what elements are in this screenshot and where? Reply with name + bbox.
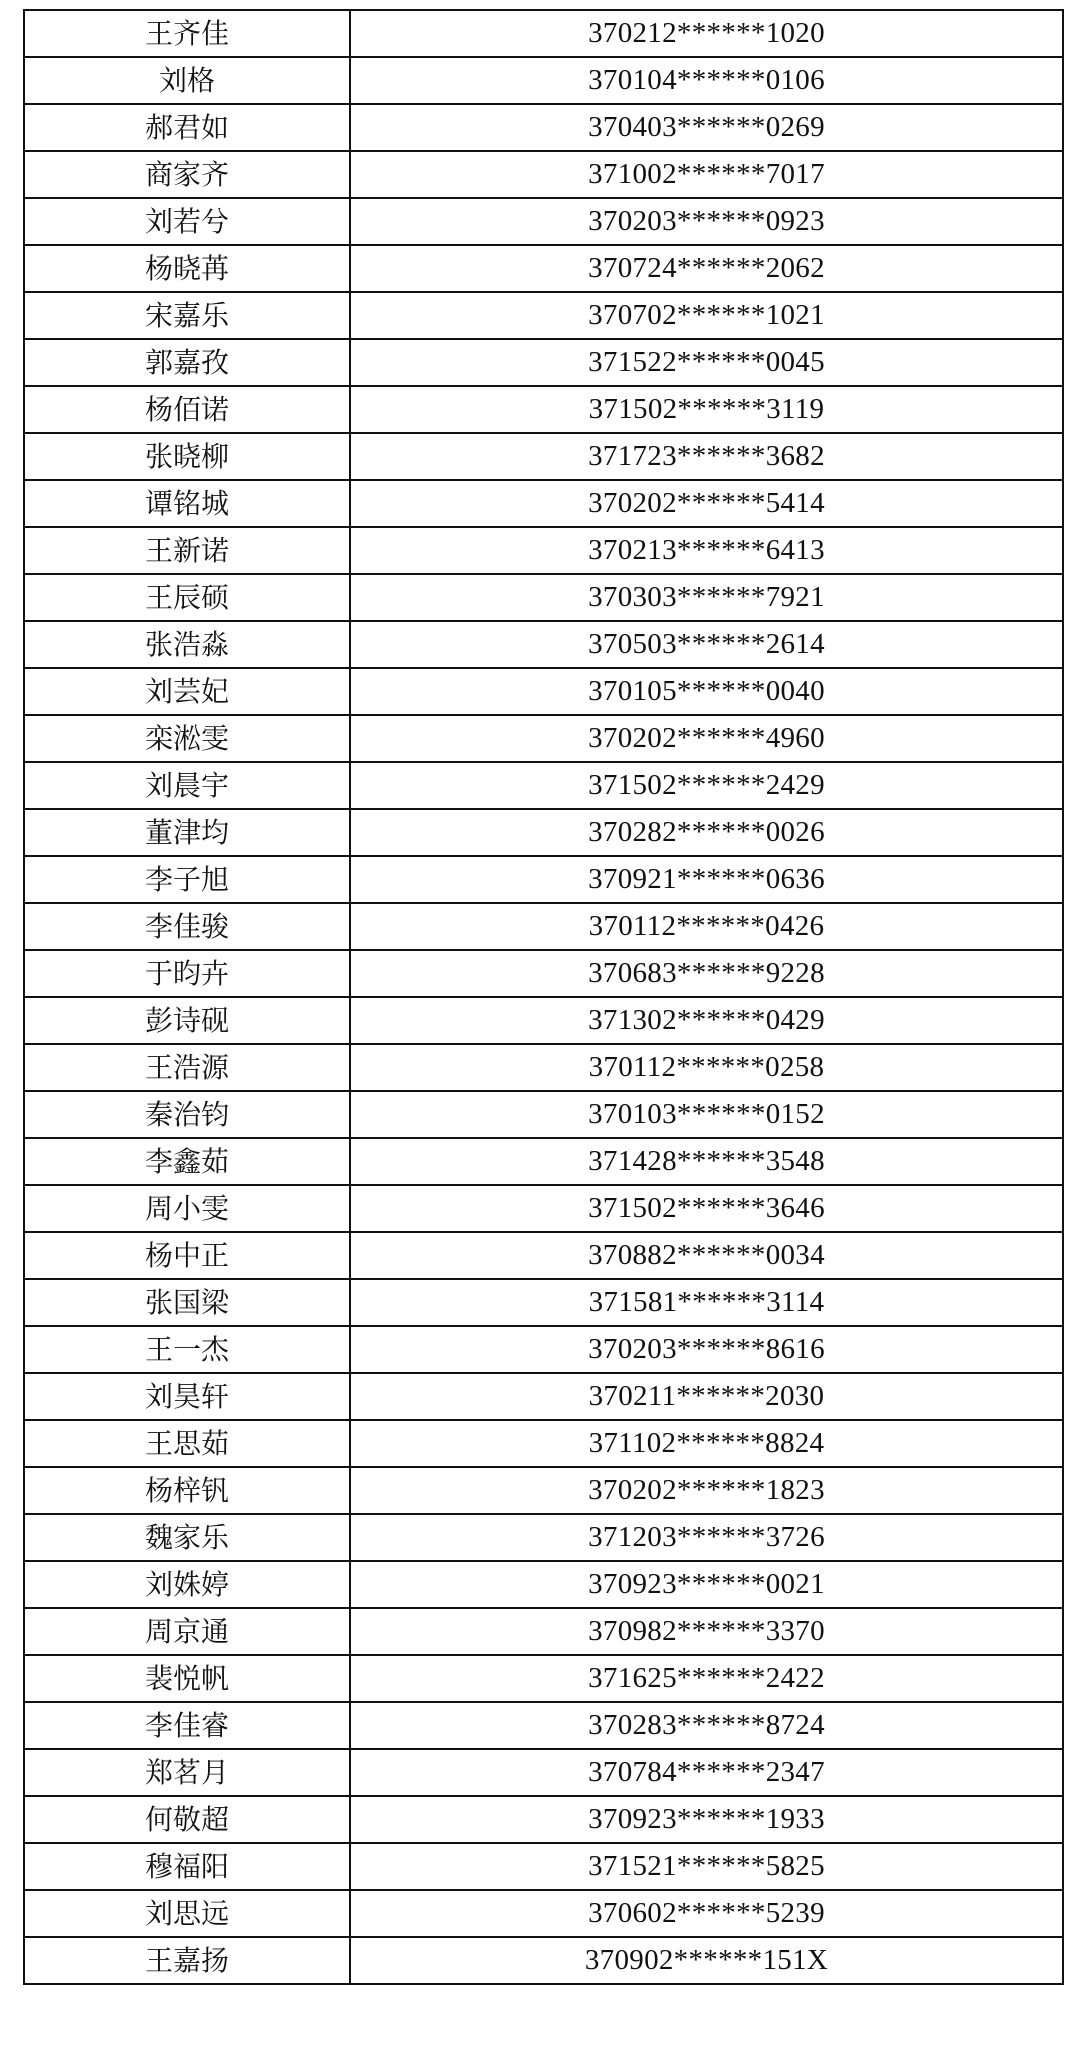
table-row	[24, 715, 1063, 762]
id-number-cell: 370923******1933	[350, 1796, 1063, 1843]
table-row	[24, 1937, 1063, 1984]
table-row	[24, 1561, 1063, 1608]
id-number-cell: 370303******7921	[350, 574, 1063, 621]
table-row	[24, 386, 1063, 433]
student-name-cell: 王思茹	[24, 1420, 350, 1467]
student-name-cell: 王新诺	[24, 527, 350, 574]
table-row	[24, 1044, 1063, 1091]
table-row	[24, 903, 1063, 950]
table-row	[24, 809, 1063, 856]
student-name-cell: 杨晓苒	[24, 245, 350, 292]
table-row	[24, 621, 1063, 668]
table-row	[24, 1655, 1063, 1702]
table-row	[24, 1890, 1063, 1937]
table-row	[24, 1514, 1063, 1561]
table-row	[24, 1326, 1063, 1373]
student-name-cell: 宋嘉乐	[24, 292, 350, 339]
id-number-cell: 370203******0923	[350, 198, 1063, 245]
student-name-cell: 李佳骏	[24, 903, 350, 950]
id-number-cell: 370202******4960	[350, 715, 1063, 762]
student-name-cell: 刘若兮	[24, 198, 350, 245]
id-number-cell: 371581******3114	[350, 1279, 1063, 1326]
table-row	[24, 997, 1063, 1044]
student-name-cell: 李子旭	[24, 856, 350, 903]
table-row	[24, 198, 1063, 245]
student-name-cell: 栾淞雯	[24, 715, 350, 762]
table-row	[24, 480, 1063, 527]
id-number-cell: 370283******8724	[350, 1702, 1063, 1749]
id-number-cell: 370724******2062	[350, 245, 1063, 292]
table-row	[24, 1796, 1063, 1843]
table-row	[24, 151, 1063, 198]
student-name-cell: 刘姝婷	[24, 1561, 350, 1608]
id-number-cell: 370683******9228	[350, 950, 1063, 997]
table-row	[24, 104, 1063, 151]
id-number-cell: 371428******3548	[350, 1138, 1063, 1185]
student-name-cell: 张晓柳	[24, 433, 350, 480]
student-name-cell: 商家齐	[24, 151, 350, 198]
id-number-cell: 370202******5414	[350, 480, 1063, 527]
id-number-cell: 370784******2347	[350, 1749, 1063, 1796]
table-row	[24, 1749, 1063, 1796]
student-name-cell: 杨佰诺	[24, 386, 350, 433]
id-number-cell: 370104******0106	[350, 57, 1063, 104]
table-row	[24, 1091, 1063, 1138]
id-number-cell: 371203******3726	[350, 1514, 1063, 1561]
id-number-cell: 371522******0045	[350, 339, 1063, 386]
student-name-cell: 张国梁	[24, 1279, 350, 1326]
id-number-cell: 370282******0026	[350, 809, 1063, 856]
id-number-cell: 370203******8616	[350, 1326, 1063, 1373]
student-name-cell: 董津均	[24, 809, 350, 856]
table-row	[24, 856, 1063, 903]
id-number-cell: 370882******0034	[350, 1232, 1063, 1279]
student-name-cell: 魏家乐	[24, 1514, 350, 1561]
id-number-cell: 370105******0040	[350, 668, 1063, 715]
table-row	[24, 1185, 1063, 1232]
student-name-cell: 秦治钧	[24, 1091, 350, 1138]
table-row	[24, 10, 1063, 57]
student-name-cell: 刘格	[24, 57, 350, 104]
student-name-cell: 郝君如	[24, 104, 350, 151]
id-number-cell: 370602******5239	[350, 1890, 1063, 1937]
id-number-cell: 370702******1021	[350, 292, 1063, 339]
table-row	[24, 1420, 1063, 1467]
student-name-cell: 张浩淼	[24, 621, 350, 668]
id-number-cell: 370923******0021	[350, 1561, 1063, 1608]
table-row	[24, 762, 1063, 809]
table-row	[24, 339, 1063, 386]
id-number-cell: 371002******7017	[350, 151, 1063, 198]
id-number-cell: 370112******0426	[350, 903, 1063, 950]
id-number-cell: 371625******2422	[350, 1655, 1063, 1702]
student-name-cell: 杨中正	[24, 1232, 350, 1279]
table-row	[24, 1279, 1063, 1326]
student-name-cell: 谭铭城	[24, 480, 350, 527]
student-name-cell: 刘芸妃	[24, 668, 350, 715]
student-name-cell: 王浩源	[24, 1044, 350, 1091]
table-row	[24, 292, 1063, 339]
id-number-cell: 370213******6413	[350, 527, 1063, 574]
id-number-cell: 371502******3119	[350, 386, 1063, 433]
id-number-cell: 371502******3646	[350, 1185, 1063, 1232]
table-row	[24, 668, 1063, 715]
id-number-cell: 370921******0636	[350, 856, 1063, 903]
student-name-cell: 杨梓钒	[24, 1467, 350, 1514]
table-row	[24, 527, 1063, 574]
id-number-cell: 370212******1020	[350, 10, 1063, 57]
id-number-cell: 370503******2614	[350, 621, 1063, 668]
id-number-cell: 371102******8824	[350, 1420, 1063, 1467]
table-row	[24, 1467, 1063, 1514]
table-row	[24, 1373, 1063, 1420]
student-name-cell: 刘昊轩	[24, 1373, 350, 1420]
student-name-cell: 刘晨宇	[24, 762, 350, 809]
id-number-cell: 371302******0429	[350, 997, 1063, 1044]
student-name-cell: 何敬超	[24, 1796, 350, 1843]
table-row	[24, 1232, 1063, 1279]
id-number-cell: 370202******1823	[350, 1467, 1063, 1514]
student-name-cell: 于昀卉	[24, 950, 350, 997]
id-number-cell: 371521******5825	[350, 1843, 1063, 1890]
table-row	[24, 574, 1063, 621]
student-name-cell: 彭诗砚	[24, 997, 350, 1044]
id-number-cell: 370103******0152	[350, 1091, 1063, 1138]
student-name-cell: 王一杰	[24, 1326, 350, 1373]
table-row	[24, 245, 1063, 292]
id-number-cell: 370982******3370	[350, 1608, 1063, 1655]
student-name-cell: 王辰硕	[24, 574, 350, 621]
student-name-cell: 郑茗月	[24, 1749, 350, 1796]
id-number-cell: 371502******2429	[350, 762, 1063, 809]
student-name-cell: 郭嘉孜	[24, 339, 350, 386]
roster-body	[24, 10, 1063, 1984]
student-name-cell: 李鑫茹	[24, 1138, 350, 1185]
student-name-cell: 王嘉扬	[24, 1937, 350, 1984]
student-name-cell: 穆福阳	[24, 1843, 350, 1890]
student-name-cell: 周京通	[24, 1608, 350, 1655]
student-name-cell: 周小雯	[24, 1185, 350, 1232]
id-number-cell: 370112******0258	[350, 1044, 1063, 1091]
table-row	[24, 1843, 1063, 1890]
student-name-cell: 裴悦帆	[24, 1655, 350, 1702]
table-row	[24, 1608, 1063, 1655]
roster-table	[23, 9, 1064, 1985]
table-row	[24, 57, 1063, 104]
table-row	[24, 1138, 1063, 1185]
id-number-cell: 370403******0269	[350, 104, 1063, 151]
id-number-cell: 371723******3682	[350, 433, 1063, 480]
id-number-cell: 370902******151X	[350, 1937, 1063, 1984]
id-number-cell: 370211******2030	[350, 1373, 1063, 1420]
student-name-cell: 刘思远	[24, 1890, 350, 1937]
student-name-cell: 王齐佳	[24, 10, 350, 57]
table-row	[24, 433, 1063, 480]
student-name-cell: 李佳睿	[24, 1702, 350, 1749]
table-row	[24, 1702, 1063, 1749]
table-row	[24, 950, 1063, 997]
